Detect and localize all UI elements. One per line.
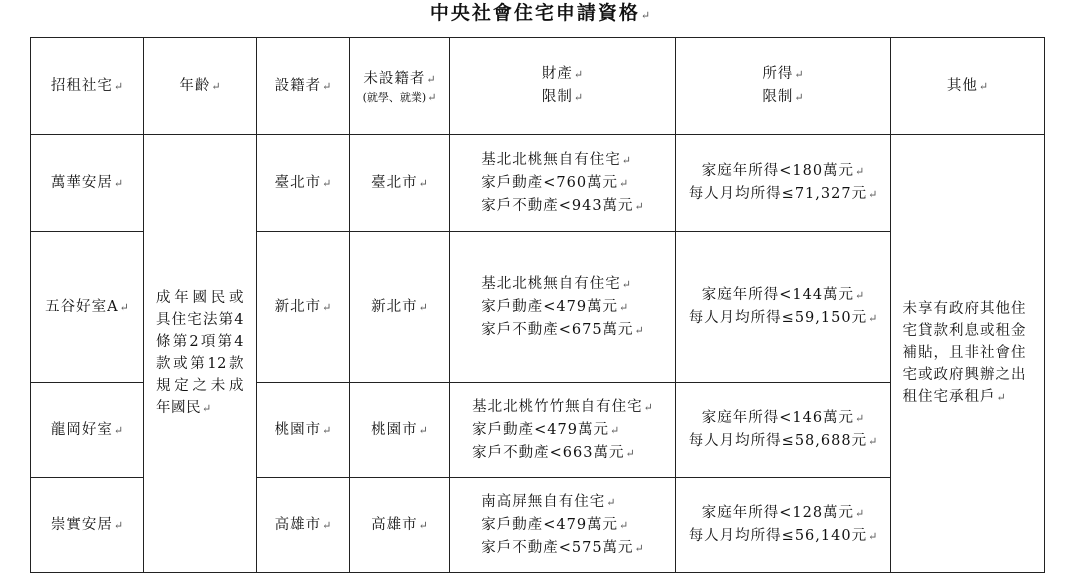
site-cell: 五谷好室A↵ [31, 232, 144, 383]
unregistered-cell: 高雄市↵ [350, 478, 450, 573]
header-income: 所得↵ 限制↵ [676, 38, 891, 135]
paragraph-mark: ↵ [640, 9, 651, 22]
property-cell: 南高屏無自有住宅↵ 家戶動產<479萬元↵ 家戶不動產<575萬元↵ [450, 478, 676, 573]
registered-cell: 臺北市↵ [257, 135, 350, 232]
header-site: 招租社宅↵ [31, 38, 144, 135]
page-title [0, 0, 1080, 29]
eligibility-table [30, 37, 1045, 573]
header-row [31, 38, 1045, 135]
site-cell: 萬華安居↵ [31, 135, 144, 232]
income-cell: 家庭年所得<128萬元↵ 每人月均所得≤56,140元↵ [676, 478, 891, 573]
header-other: 其他↵ [891, 38, 1045, 135]
registered-cell: 桃園市↵ [257, 383, 350, 478]
unregistered-cell: 桃園市↵ [350, 383, 450, 478]
property-cell: 基北北桃竹竹無自有住宅↵ 家戶動產<479萬元↵ 家戶不動產<663萬元↵ [450, 383, 676, 478]
header-age: 年齡↵ [144, 38, 257, 135]
site-cell: 崇實安居↵ [31, 478, 144, 573]
other-cell: 未享有政府其他住宅貸款利息或租金補貼，且非社會住宅或政府興辦之出租住宅承租戶↵ [891, 135, 1045, 573]
header-unregistered: 未設籍者↵ (就學、就業)↵ [350, 38, 450, 135]
table-row [31, 135, 1045, 232]
income-cell: 家庭年所得<180萬元↵ 每人月均所得≤71,327元↵ [676, 135, 891, 232]
unregistered-cell: 臺北市↵ [350, 135, 450, 232]
header-registered: 設籍者↵ [257, 38, 350, 135]
header-property: 財產↵ 限制↵ [450, 38, 676, 135]
title-text: 中央社會住宅申請資格 [429, 2, 640, 24]
income-cell: 家庭年所得<144萬元↵ 每人月均所得≤59,150元↵ [676, 232, 891, 383]
registered-cell: 高雄市↵ [257, 478, 350, 573]
property-cell: 基北北桃無自有住宅↵ 家戶動產<479萬元↵ 家戶不動產<675萬元↵ [450, 232, 676, 383]
registered-cell: 新北市↵ [257, 232, 350, 383]
income-cell: 家庭年所得<146萬元↵ 每人月均所得≤58,688元↵ [676, 383, 891, 478]
unregistered-cell: 新北市↵ [350, 232, 450, 383]
property-cell: 基北北桃無自有住宅↵ 家戶動產<760萬元↵ 家戶不動產<943萬元↵ [450, 135, 676, 232]
age-cell: 成年國民或具住宅法第4條第2項第4款或第12款規定之未成年國民↵ [144, 135, 257, 573]
site-cell: 龍岡好室↵ [31, 383, 144, 478]
